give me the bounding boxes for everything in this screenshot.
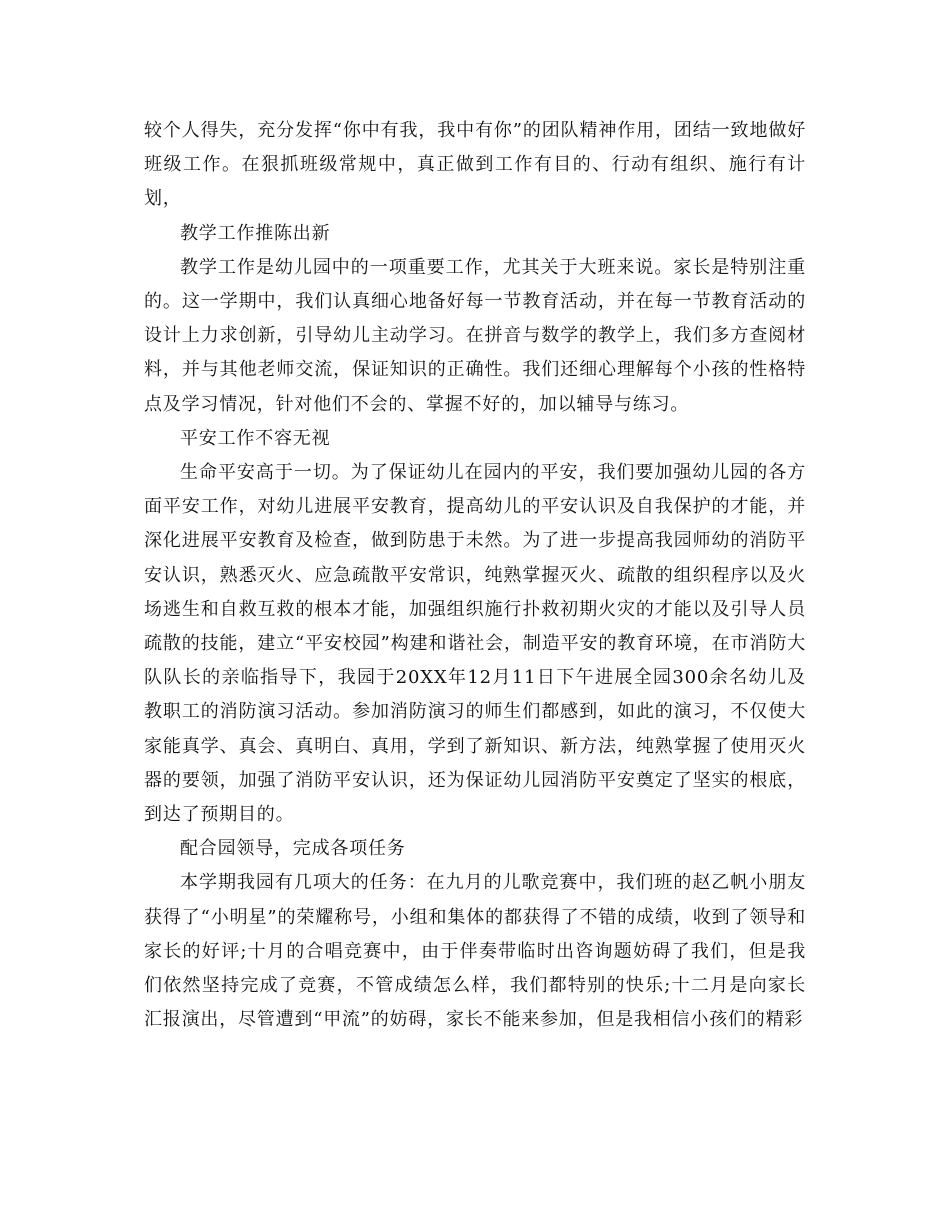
section-heading-teaching: 教学工作推陈出新 — [180, 222, 331, 244]
paragraph-safety: 生命平安高于一切。为了保证幼儿在园内的平安，我们要加强幼儿园的各方面平安工作，对幼儿进展平安教育，提高幼儿的平安认识及自我保护的才能，并深化进展平安教育及检查，做到防患于未然。为了进一步提高我园师幼的消防平安认识，熟悉灭火、应急疏散平安常识，纯熟掌握灭火、疏散的组织程序以及火场逃生和自救互救的根本才能，加强组织施行扑救初期火灾的才能以及引导人员疏散的技能，建立“平安校园”构建和谐社会，制造平安的教育环境，在市消防大队队长的亲临指导下，我园于20XX年12月11日下午进展全园300余名幼儿及教职工的消防演习活动。参加消防演习的师生们都感到，如此的演习，不仅使大家能真学、真会、真明白、真用，学到了新知识、新方法，纯熟掌握了使用灭火器的要领，加强了消防平安认识，还为保证幼儿园消防平安奠定了坚实的根底，到达了预期目的。 — [144, 462, 806, 826]
section-heading-safety: 平安工作不容无视 — [180, 427, 331, 449]
section-heading-tasks: 配合园领导，完成各项任务 — [180, 838, 406, 860]
document-body — [144, 114, 806, 1037]
paragraph-continued: 较个人得失，充分发挥“你中有我，我中有你”的团队精神作用，团结一致地做好班级工作。在狠抓班级常规中，真正做到工作有目的、行动有组织、施行有计划， — [144, 120, 806, 210]
paragraph-tasks: 本学期我园有几项大的任务：在九月的儿歌竞赛中，我们班的赵乙帆小朋友获得了“小明星”的荣耀称号，小组和集体的都获得了不错的成绩，收到了领导和家长的好评;十月的合唱竞赛中，由于伴奏带临时出咨询题妨碍了我们，但是我们依然坚持完成了竞赛，不管成绩怎么样，我们都特别的快乐;十二月是向家长汇报演出，尽管遭到“甲流”的妨碍，家长不能来参加，但是我相信小孩们的精彩 — [144, 872, 806, 1031]
paragraph-teaching: 教学工作是幼儿园中的一项重要工作，尤其关于大班来说。家长是特别注重的。这一学期中，我们认真细心地备好每一节教育活动，并在每一节教育活动的设计上力求创新，引导幼儿主动学习。在拼音与数学的教学上，我们多方查阅材料，并与其他老师交流，保证知识的正确性。我们还细心理解每个小孩的性格特点及学习情况，针对他们不会的、掌握不好的，加以辅导与练习。 — [144, 256, 806, 415]
